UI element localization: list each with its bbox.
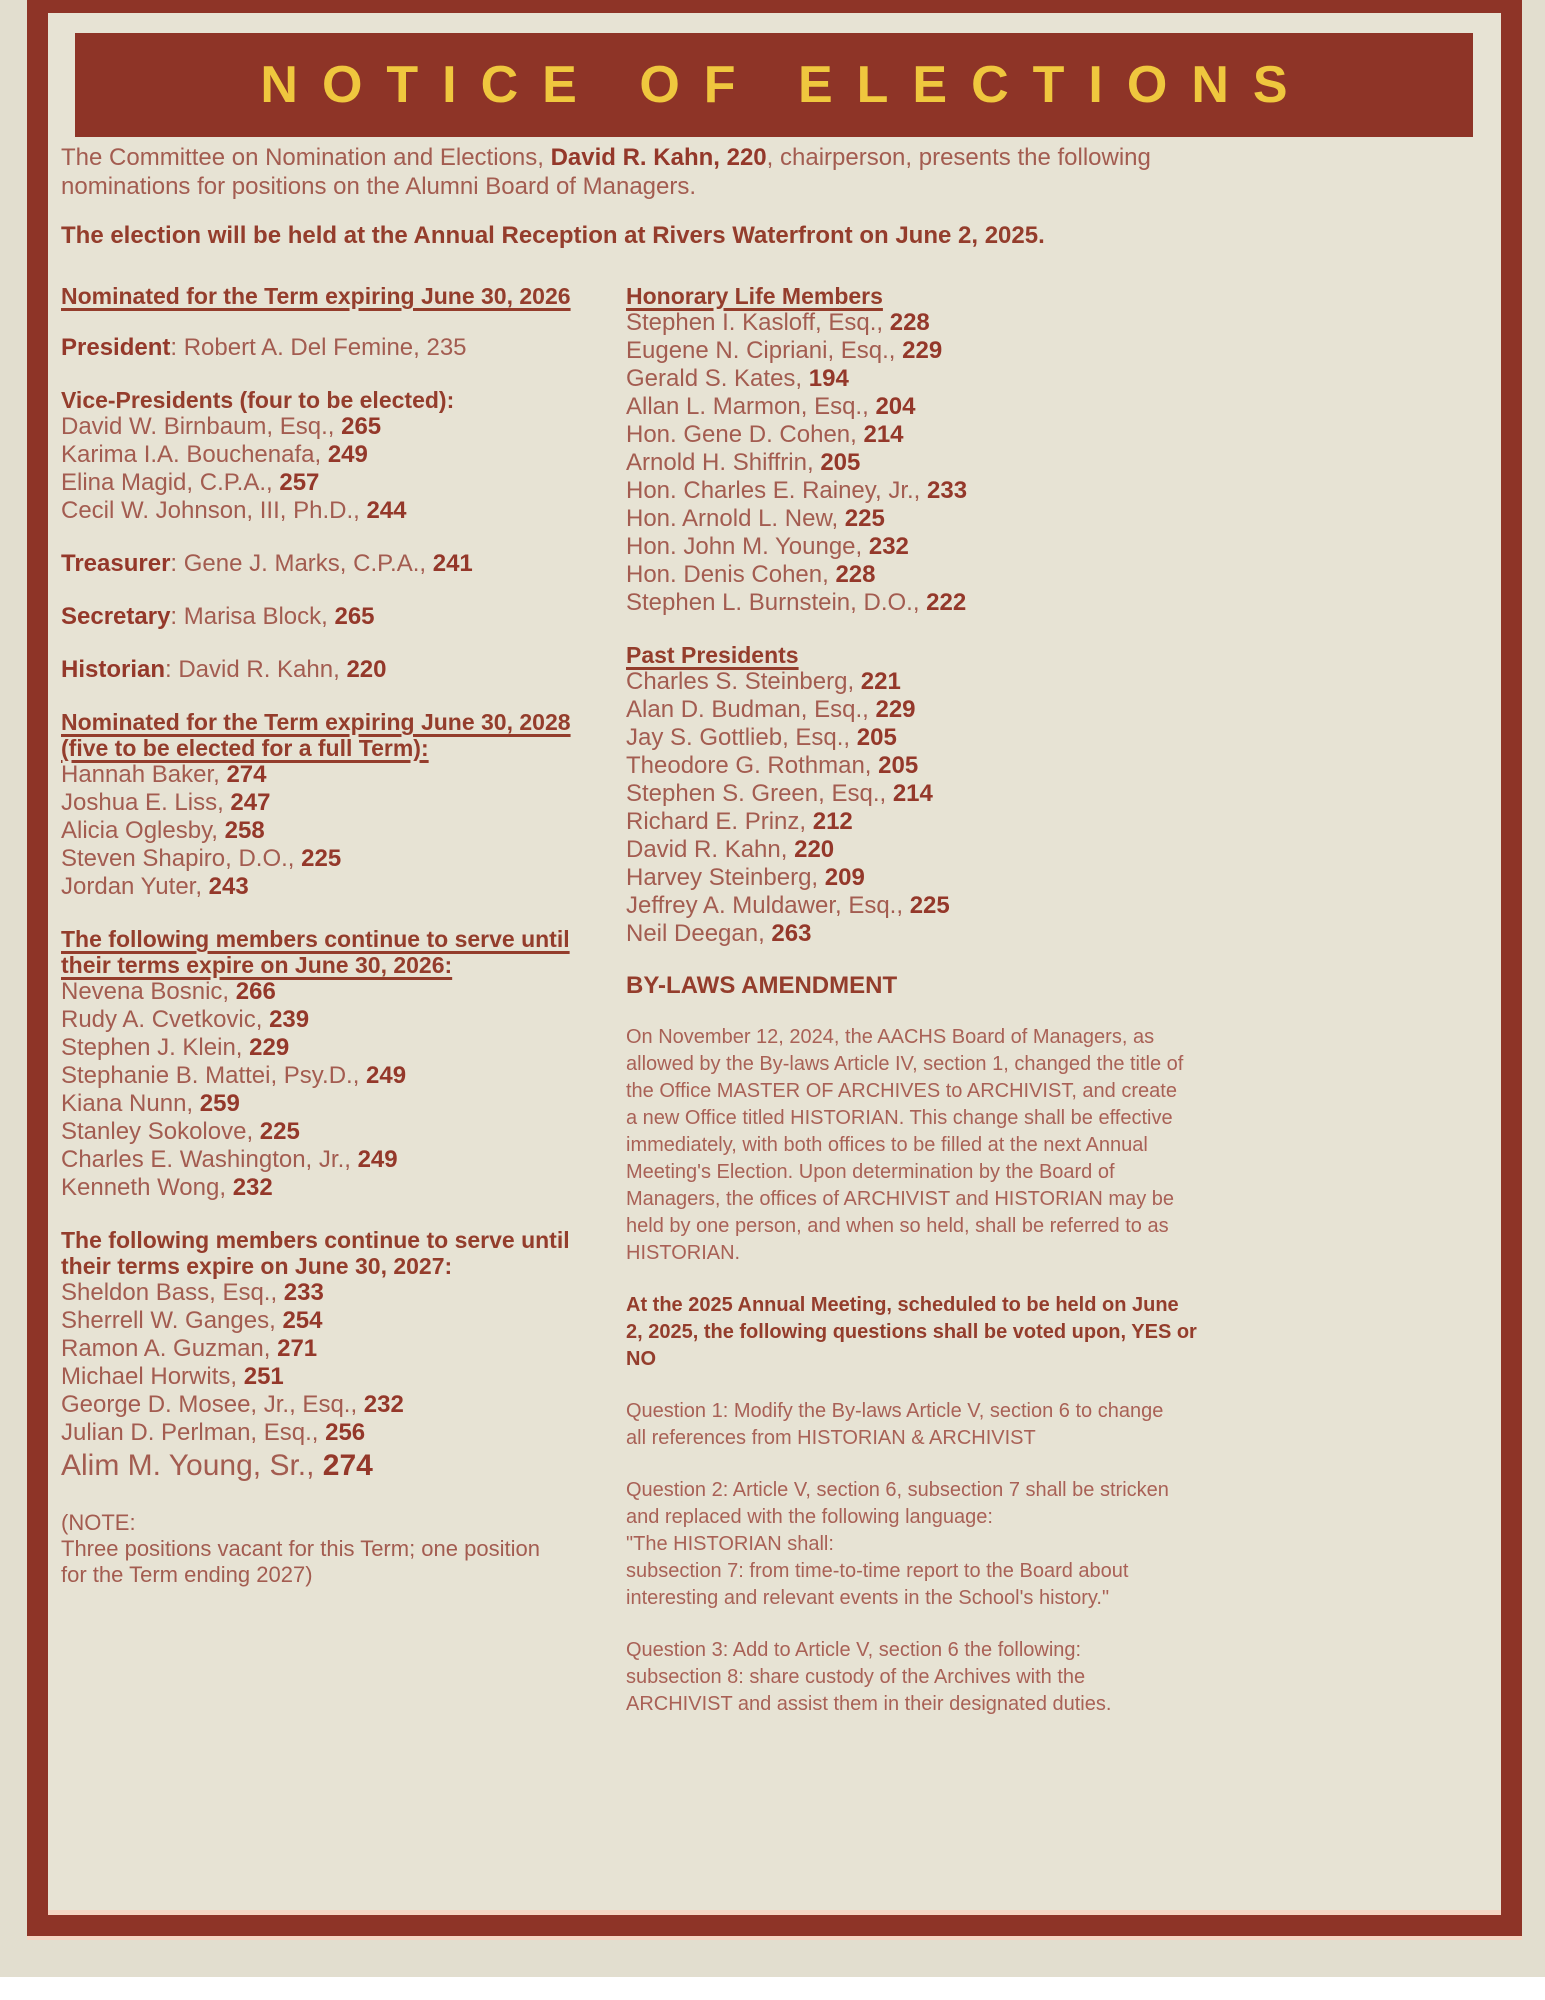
honorary-life-members-item bbox=[626, 337, 1501, 365]
honorary-life-members-item bbox=[626, 477, 1501, 505]
honorary-life-members-heading bbox=[626, 283, 1501, 309]
bold-text: 256 bbox=[325, 1419, 366, 1446]
vacancy-note bbox=[61, 1510, 626, 1588]
left-column bbox=[61, 283, 626, 1613]
past-presidents-item bbox=[626, 892, 1501, 920]
historian-item bbox=[61, 656, 626, 684]
past-presidents-item bbox=[626, 696, 1501, 724]
continuing-2027 bbox=[61, 1227, 626, 1485]
treasurer bbox=[61, 550, 626, 578]
question-3 bbox=[626, 1637, 1501, 1718]
bold-text: 209 bbox=[824, 864, 865, 891]
text: Stephanie B. Mattei, Psy.D., bbox=[61, 1062, 367, 1089]
voting-notice bbox=[626, 1292, 1501, 1373]
bold-text: Secretary bbox=[61, 603, 171, 630]
bold-text: 233 bbox=[927, 477, 968, 504]
heading-line: The following members continue to serve until bbox=[61, 1227, 570, 1253]
election-announcement: The election will be held at the Annual Reception at Rivers Waterfront on June 2, 2025. bbox=[61, 222, 1045, 249]
bold-text: 228 bbox=[835, 561, 876, 588]
bold-text: 225 bbox=[844, 505, 885, 532]
text: David R. Kahn, bbox=[626, 836, 795, 863]
bold-text: 241 bbox=[432, 550, 473, 577]
text: George D. Mosee, Jr., Esq., bbox=[61, 1391, 364, 1418]
historian bbox=[61, 656, 626, 684]
content-columns bbox=[61, 283, 1501, 1743]
question-2-line: subsection 7: from time-to-time report to the Board about interesting and relevant events in the School's history." bbox=[626, 1560, 1129, 1609]
voting-notice-line: At the 2025 Annual Meeting, scheduled to be held on June 2, 2025, the following questions shall be voted upon, YES or NO bbox=[626, 1294, 1197, 1370]
treasurer-item bbox=[61, 550, 626, 578]
text: Kiana Nunn, bbox=[61, 1090, 200, 1117]
bold-text: 233 bbox=[283, 1279, 324, 1306]
bold-text: 257 bbox=[279, 469, 320, 496]
term-2028-nominations-item bbox=[61, 789, 626, 817]
past-presidents-item bbox=[626, 780, 1501, 808]
heading-line: (five to be elected for a full Term): bbox=[61, 735, 429, 761]
honorary-life-members-item bbox=[626, 421, 1501, 449]
continuing-2027-item bbox=[61, 1335, 626, 1363]
bylaws-amendment-title-heading bbox=[626, 973, 1501, 999]
past-presidents-item bbox=[626, 808, 1501, 836]
bold-text: 251 bbox=[243, 1363, 284, 1390]
bold-text: 194 bbox=[808, 365, 849, 392]
past-presidents-item bbox=[626, 724, 1501, 752]
bylaws-amendment-title bbox=[626, 973, 1501, 999]
text: Hon. Charles E. Rainey, Jr., bbox=[626, 477, 928, 504]
text: Gerald S. Kates, bbox=[626, 365, 809, 392]
text: Arnold H. Shiffrin, bbox=[626, 449, 821, 476]
text: Hon. Arnold L. New, bbox=[626, 505, 845, 532]
secretary-item bbox=[61, 603, 626, 631]
bold-text: 225 bbox=[259, 1118, 300, 1145]
term-2028-nominations-item bbox=[61, 817, 626, 845]
text: Charles S. Steinberg, bbox=[626, 668, 861, 695]
text: Nevena Bosnic, bbox=[61, 978, 236, 1005]
term-2028-nominations bbox=[61, 709, 626, 901]
heading-line: Nominated for the Term expiring June 30, 2028 bbox=[61, 709, 571, 735]
bold-text: 205 bbox=[856, 724, 897, 751]
text: Ramon A. Guzman, bbox=[61, 1335, 278, 1362]
bold-text: 274 bbox=[322, 1449, 373, 1482]
continuing-2026-item bbox=[61, 1146, 626, 1174]
continuing-2026-item bbox=[61, 978, 626, 1006]
honorary-life-members-item bbox=[626, 589, 1501, 617]
text: Jay S. Gottlieb, Esq., bbox=[626, 724, 857, 751]
honorary-life-members-item bbox=[626, 309, 1501, 337]
past-presidents-heading bbox=[626, 642, 1501, 668]
continuing-2027-heading bbox=[61, 1227, 626, 1279]
question-1-line: Question 1: Modify the By-laws Article V, section 6 to change all references from HISTORIAN & ARCHIVIST bbox=[626, 1400, 1164, 1449]
text: The Committee on Nomination and Elections, bbox=[61, 144, 551, 171]
bold-text: David R. Kahn, 220 bbox=[550, 144, 767, 171]
text: Stephen I. Kasloff, Esq., bbox=[626, 309, 890, 336]
text: Hon. Gene D. Cohen, bbox=[626, 421, 864, 448]
page-bottom-margin bbox=[0, 1977, 1545, 2000]
text: Hon. John M. Younge, bbox=[626, 533, 869, 560]
text: Elina Magid, C.P.A., bbox=[61, 469, 280, 496]
vacancy-note-line: (NOTE: bbox=[61, 1510, 136, 1535]
heading-line: Past Presidents bbox=[626, 642, 799, 668]
bold-text: 259 bbox=[199, 1090, 240, 1117]
honorary-life-members-item bbox=[626, 393, 1501, 421]
text: Charles E. Washington, Jr., bbox=[61, 1146, 358, 1173]
bold-text: 232 bbox=[868, 533, 909, 560]
question-2-line: Question 2: Article V, section 6, subsection 7 shall be stricken and replaced with the following language: bbox=[626, 1479, 1169, 1528]
text: Kenneth Wong, bbox=[61, 1174, 233, 1201]
text: Julian D. Perlman, Esq., bbox=[61, 1419, 326, 1446]
secretary bbox=[61, 603, 626, 631]
vice-presidents bbox=[61, 387, 626, 525]
heading-line: their terms expire on June 30, 2026: bbox=[61, 952, 453, 978]
question-3-line: subsection 8: share custody of the Archives with the ARCHIVIST and assist them in their designated duties. bbox=[626, 1666, 1112, 1715]
text: : Robert A. Del Femine, 235 bbox=[170, 334, 467, 361]
bold-text: 271 bbox=[277, 1335, 318, 1362]
bold-text: President bbox=[61, 334, 171, 361]
continuing-2026-item bbox=[61, 1006, 626, 1034]
text: Hannah Baker, bbox=[61, 761, 227, 788]
bold-text: 204 bbox=[875, 393, 916, 420]
term-2028-nominations-item bbox=[61, 845, 626, 873]
continuing-2026-item bbox=[61, 1062, 626, 1090]
bold-text: 244 bbox=[366, 497, 407, 524]
honorary-life-members-item bbox=[626, 365, 1501, 393]
bylaws-amendment-body-line: On November 12, 2024, the AACHS Board of Managers, as allowed by the By-laws Article IV, section 1, changed the title of the Office MASTER OF ARCHIVES to ARCHIVIST, and create a new Office titled HISTORIAN. This change shall be effective immediately, with both offices to be filled at the next Annual Meeting's Election. Upon determination by the Board of Managers, the offices of ARCHIVIST and HISTORIAN may be held by one person, and when so held, shall be referred to as HISTORIAN. bbox=[626, 1026, 1184, 1264]
honorary-life-members-item bbox=[626, 533, 1501, 561]
bold-text: 220 bbox=[346, 656, 387, 683]
text: Alan D. Budman, Esq., bbox=[626, 696, 876, 723]
continuing-2026-item bbox=[61, 1034, 626, 1062]
title-banner bbox=[75, 33, 1473, 137]
bold-text: 225 bbox=[301, 845, 342, 872]
past-presidents-item bbox=[626, 864, 1501, 892]
term-2028-nominations-item bbox=[61, 873, 626, 901]
question-1 bbox=[626, 1398, 1501, 1452]
continuing-2027-item bbox=[61, 1391, 626, 1419]
continuing-2026-item bbox=[61, 1174, 626, 1202]
text: Sherrell W. Ganges, bbox=[61, 1307, 283, 1334]
text: : Marisa Block, bbox=[170, 603, 335, 630]
term-2028-nominations-heading bbox=[61, 709, 626, 761]
bold-text: 221 bbox=[860, 668, 901, 695]
bold-text: 249 bbox=[357, 1146, 398, 1173]
term-2026-nominations bbox=[61, 283, 626, 309]
text: Jordan Yuter, bbox=[61, 873, 209, 900]
page-title: NOTICE OF ELECTIONS bbox=[260, 56, 1312, 114]
text: Cecil W. Johnson, III, Ph.D., bbox=[61, 497, 367, 524]
honorary-life-members-item bbox=[626, 449, 1501, 477]
bold-text: 249 bbox=[366, 1062, 407, 1089]
bold-text: 229 bbox=[875, 696, 916, 723]
text: Harvey Steinberg, bbox=[626, 864, 825, 891]
past-presidents bbox=[626, 642, 1501, 948]
honorary-life-members-item bbox=[626, 561, 1501, 589]
continuing-2027-item bbox=[61, 1419, 626, 1447]
bold-text: 266 bbox=[235, 978, 276, 1005]
continuing-2027-item bbox=[61, 1307, 626, 1335]
right-column bbox=[626, 283, 1501, 1743]
bold-text: 205 bbox=[820, 449, 861, 476]
heading-line: BY-LAWS AMENDMENT bbox=[626, 972, 898, 999]
honorary-life-members-item bbox=[626, 505, 1501, 533]
continuing-2026-item bbox=[61, 1118, 626, 1146]
past-presidents-item bbox=[626, 836, 1501, 864]
text: Sheldon Bass, Esq., bbox=[61, 1279, 284, 1306]
bold-text: 222 bbox=[926, 589, 967, 616]
text: Steven Shapiro, D.O., bbox=[61, 845, 302, 872]
bold-text: Treasurer bbox=[61, 550, 171, 577]
question-2 bbox=[626, 1477, 1501, 1612]
bold-text: 258 bbox=[224, 817, 265, 844]
continuing-2026-heading bbox=[61, 926, 626, 978]
bold-text: 212 bbox=[812, 808, 853, 835]
continuing-2026-item bbox=[61, 1090, 626, 1118]
text: Richard E. Prinz, bbox=[626, 808, 813, 835]
text: Karima I.A. Bouchenafa, bbox=[61, 441, 328, 468]
text: Michael Horwits, bbox=[61, 1363, 244, 1390]
bold-text: 225 bbox=[909, 892, 950, 919]
vice-presidents-item bbox=[61, 469, 626, 497]
bold-text: 263 bbox=[771, 920, 812, 947]
text: Stephen L. Burnstein, D.O., bbox=[626, 589, 927, 616]
bold-text: 228 bbox=[889, 309, 930, 336]
text: Allan L. Marmon, Esq., bbox=[626, 393, 876, 420]
text: Hon. Denis Cohen, bbox=[626, 561, 836, 588]
heading-line: Nominated for the Term expiring June 30, 2026 bbox=[61, 283, 571, 309]
past-presidents-item bbox=[626, 668, 1501, 696]
text: Jeffrey A. Muldawer, Esq., bbox=[626, 892, 910, 919]
heading-line: The following members continue to serve until bbox=[61, 926, 570, 952]
intro-paragraph bbox=[61, 143, 1151, 201]
bold-text: 214 bbox=[863, 421, 904, 448]
text: Stephen J. Klein, bbox=[61, 1034, 250, 1061]
text: , chairperson, presents the following nominations for positions on the Alumni Board of Managers. bbox=[61, 144, 1151, 200]
bold-text: 229 bbox=[249, 1034, 290, 1061]
vice-presidents-item bbox=[61, 497, 626, 525]
border-frame bbox=[27, 0, 1522, 1936]
vacancy-note-line: Three positions vacant for this Term; one position for the Term ending 2027) bbox=[61, 1536, 540, 1587]
bylaws-amendment-body bbox=[626, 1024, 1501, 1267]
continuing-2027-item bbox=[61, 1363, 626, 1391]
bold-text: 274 bbox=[226, 761, 267, 788]
text: Eugene N. Cipriani, Esq., bbox=[626, 337, 903, 364]
text: Rudy A. Cvetkovic, bbox=[61, 1006, 270, 1033]
text: Alicia Oglesby, bbox=[61, 817, 225, 844]
text: Stanley Sokolove, bbox=[61, 1118, 260, 1145]
bold-text: Historian bbox=[61, 656, 166, 683]
bold-text: 239 bbox=[269, 1006, 310, 1033]
bold-text: 265 bbox=[341, 413, 382, 440]
past-presidents-item bbox=[626, 752, 1501, 780]
text: : Gene J. Marks, C.P.A., bbox=[170, 550, 433, 577]
continuing-2027-item bbox=[61, 1279, 626, 1307]
heading-line: Vice-Presidents (four to be elected): bbox=[61, 387, 455, 413]
bold-text: 243 bbox=[208, 873, 249, 900]
bold-text: 247 bbox=[230, 789, 271, 816]
bold-text: 229 bbox=[902, 337, 943, 364]
text: Joshua E. Liss, bbox=[61, 789, 231, 816]
flyer-content bbox=[48, 13, 1501, 1915]
text: Stephen S. Green, Esq., bbox=[626, 780, 893, 807]
bold-text: 205 bbox=[878, 752, 919, 779]
bold-text: 232 bbox=[363, 1391, 404, 1418]
term-2028-nominations-item bbox=[61, 761, 626, 789]
term-2026-nominations-heading bbox=[61, 283, 626, 309]
question-3-line: Question 3: Add to Article V, section 6 the following: bbox=[626, 1639, 1082, 1661]
bold-text: 232 bbox=[232, 1174, 273, 1201]
text: Theodore G. Rothman, bbox=[626, 752, 879, 779]
bold-text: 265 bbox=[334, 603, 375, 630]
vice-presidents-item bbox=[61, 441, 626, 469]
text: David W. Birnbaum, Esq., bbox=[61, 413, 342, 440]
bold-text: 249 bbox=[327, 441, 368, 468]
text: Alim M. Young, Sr., bbox=[61, 1449, 323, 1482]
bold-text: 214 bbox=[892, 780, 933, 807]
heading-line: Honorary Life Members bbox=[626, 283, 883, 309]
vice-presidents-heading bbox=[61, 387, 626, 413]
bold-text: 254 bbox=[282, 1307, 323, 1334]
continuing-2027-item bbox=[61, 1447, 626, 1485]
question-2-line: "The HISTORIAN shall: bbox=[626, 1533, 834, 1555]
bold-text: 220 bbox=[794, 836, 835, 863]
honorary-life-members bbox=[626, 283, 1501, 617]
text: Neil Deegan, bbox=[626, 920, 772, 947]
heading-line: their terms expire on June 30, 2027: bbox=[61, 1253, 453, 1279]
president bbox=[61, 334, 626, 362]
president-item bbox=[61, 334, 626, 362]
continuing-2026 bbox=[61, 926, 626, 1202]
vice-presidents-item bbox=[61, 413, 626, 441]
text: : David R. Kahn, bbox=[165, 656, 347, 683]
past-presidents-item bbox=[626, 920, 1501, 948]
